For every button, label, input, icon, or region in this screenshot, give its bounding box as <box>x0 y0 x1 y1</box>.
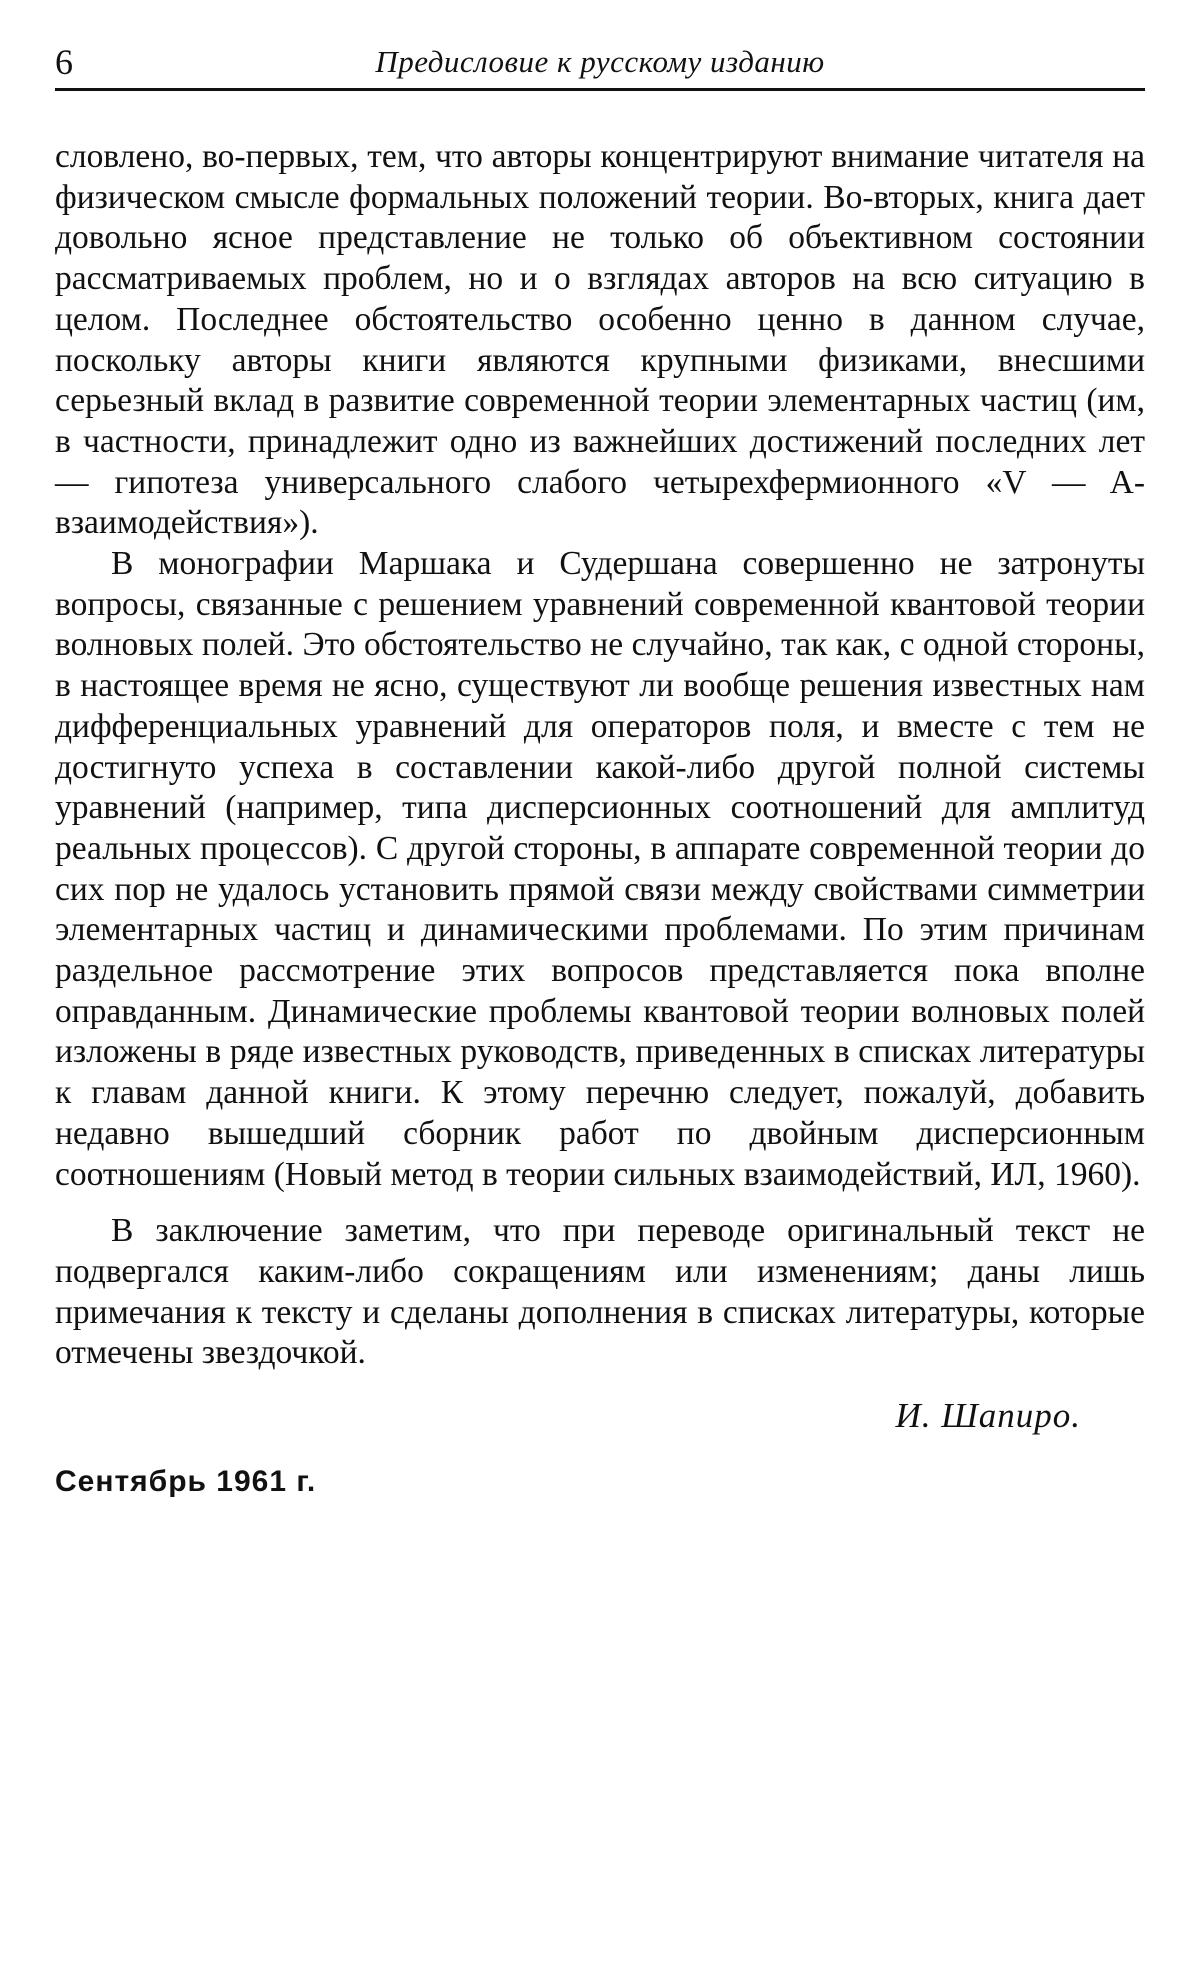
date-line: Сентябрь 1961 г. <box>55 1465 317 1499</box>
paragraph-conclusion: В заключение заметим, что при переводе оригинальный текст не подвергался каким-либо сокращениям или изменениям; даны лишь примечания к тексту и сделаны дополнения в списках литературы, которые отмечены звездочкой. <box>55 1212 1145 1372</box>
author-signature: И. Шапиро. <box>895 1396 1081 1436</box>
book-page <box>55 40 1145 1502</box>
paragraph-continuation: словлено, во-первых, тем, что авторы концентрируют внимание читателя на физическом смысле формальных положений теории. Во-вторых, книга дает довольно ясное представление не только об объективном состоянии рассматриваемых проблем, но и о взглядах авторов на всю ситуацию в целом. Последнее обстоятельство особенно ценно в данном случае, поскольку авторы книги являются крупными физиками, внесшими серьезный вклад в развитие современной теории элементарных частиц (им, в частности, принадлежит одно из важнейших достижений последних лет — гипотеза универсального слабого четырехфермионного «V — A-взаимодействия»). <box>55 138 1145 542</box>
paragraph-monograph-scope: В монографии Маршака и Судершана совершенно не затронуты вопросы, связанные с решением уравнений современной квантовой теории волновых полей. Это обстоятельство не случайно, так как, с одной стороны, в настоящее время не ясно, существуют ли вообще решения известных нам дифференциальных уравнений для операторов поля, и вместе с тем не достигнуто успеха в составлении какой-либо другой полной системы уравнений (например, типа дисперсионных соотношений для амплитуд реальных процессов). С другой стороны, в аппарате современной теории до сих пор не удалось установить прямой связи между свойствами симметрии элементарных частиц и динамическими проблемами. По этим причинам раздельное рассмотрение этих вопросов представляется пока вполне оправданным. Динамические проблемы квантовой теории волновых полей изложены в ряде известных руководств, приведенных в списках литературы к главам данной книги. К этому перечню следует, пожалуй, добавить недавно вышедший сборник работ по двойным дисперсионным соотношениям (Новый метод в теории сильных взаимодействий, ИЛ, 1960). <box>55 545 1145 1193</box>
page-number: 6 <box>55 42 73 82</box>
running-head <box>55 40 1145 91</box>
running-title: Предисловие к русскому изданию <box>375 44 825 79</box>
body-text <box>55 137 1145 1374</box>
